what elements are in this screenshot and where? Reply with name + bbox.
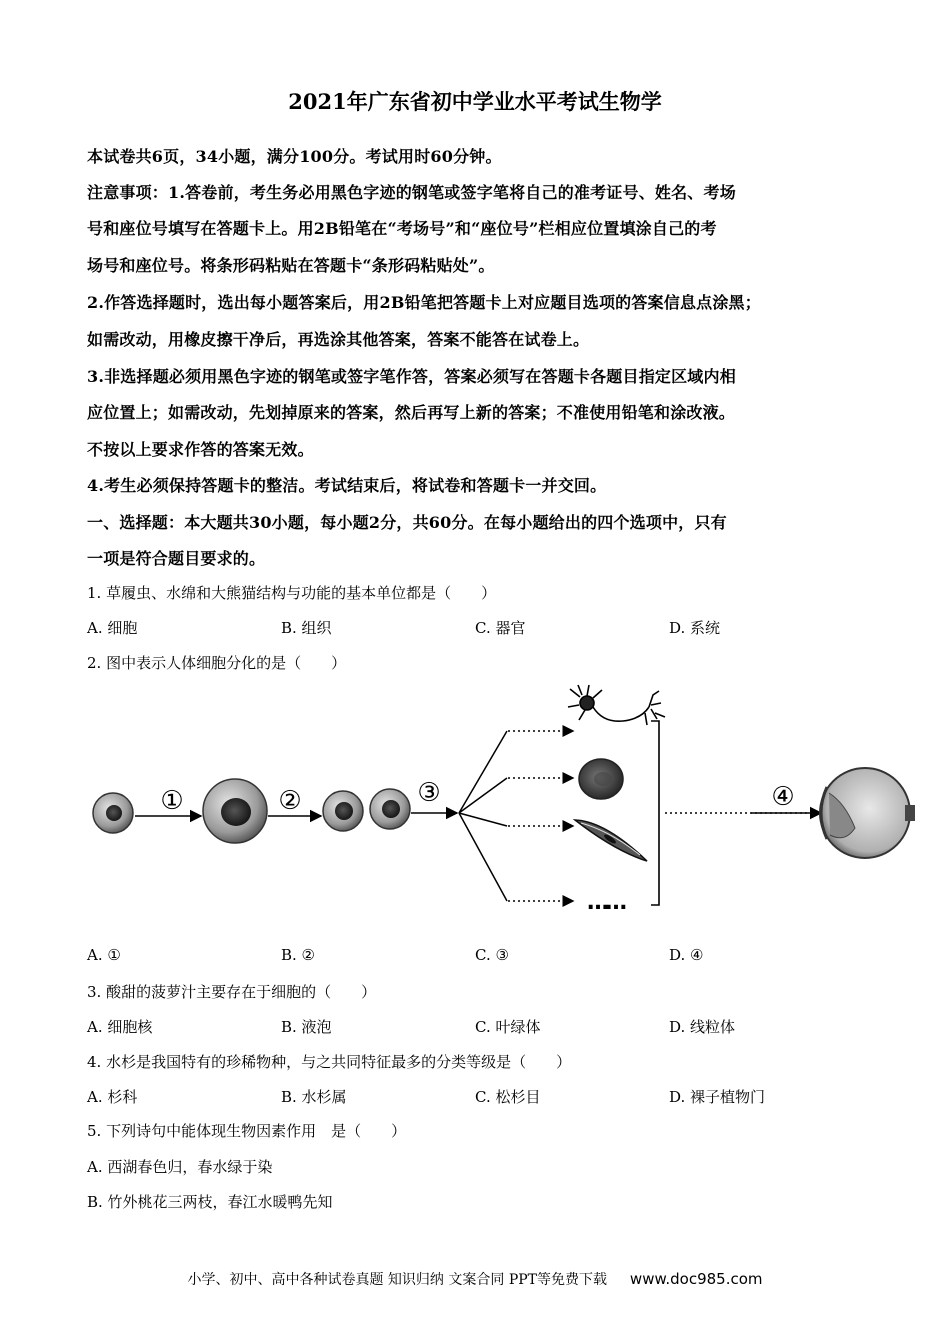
question-stem: 4. 水杉是我国特有的珍稀物种，与之共同特征最多的分类等级是（ ） bbox=[87, 1053, 572, 1071]
option-b: B. 组织 bbox=[281, 619, 332, 637]
option-a: A. ① bbox=[87, 946, 121, 964]
question-stem: 1. 草履虫、水绵和大熊猫结构与功能的基本单位都是（ ） bbox=[87, 584, 497, 602]
option-d: D. 线粒体 bbox=[669, 1018, 736, 1036]
notice-line: 不按以上要求作答的答案无效。 bbox=[87, 440, 314, 459]
notice-line: 号和座位号填写在答题卡上。用2B铅笔在“考场号”和“座位号”栏相应位置填涂自己的考 bbox=[87, 219, 717, 238]
notice-line: 4.考生必须保持答题卡的整洁。考试结束后，将试卷和答题卡一并交回。 bbox=[87, 476, 607, 495]
option-c: C. 叶绿体 bbox=[475, 1018, 541, 1036]
section-heading: 一项是符合题目要求的。 bbox=[87, 549, 266, 568]
branch-lines bbox=[459, 731, 507, 901]
section-heading: 一、选择题：本大题共30小题，每小题2分，共60分。在每小题给出的四个选项中，只有 bbox=[87, 513, 727, 532]
cell-pair bbox=[323, 789, 410, 831]
option-a: A. 西湖春色归，春水绿于染 bbox=[87, 1158, 273, 1176]
more-cell-types: …… bbox=[587, 890, 623, 913]
page-footer bbox=[0, 1269, 950, 1289]
step-label-1: ① bbox=[160, 786, 184, 816]
question-stem: 2. 图中表示人体细胞分化的是（ ） bbox=[87, 654, 347, 672]
option-b: B. ② bbox=[281, 946, 316, 964]
cell-large bbox=[203, 779, 267, 843]
red-blood-cell bbox=[579, 759, 623, 799]
option-c: C. 松杉目 bbox=[475, 1088, 541, 1106]
notice-line: 注意事项：1.答卷前，考生务必用黑色字迹的钢笔或签字笔将自己的准考证号、姓名、考场 bbox=[87, 183, 736, 202]
question-stem: 5. 下列诗句中能体现生物因素作用 是（ ） bbox=[87, 1122, 407, 1140]
notice-line: 3.非选择题必须用黑色字迹的钢笔或签字笔作答，答案必须写在答题卡各题目指定区域内相 bbox=[87, 367, 736, 386]
step-label-2: ② bbox=[278, 786, 302, 816]
option-a: A. 杉科 bbox=[87, 1088, 138, 1106]
option-a: A. 细胞核 bbox=[87, 1018, 153, 1036]
muscle-cell bbox=[575, 820, 647, 861]
option-b: B. 水杉属 bbox=[281, 1088, 347, 1106]
question-stem: 3. 酸甜的菠萝汁主要存在于细胞的（ ） bbox=[87, 983, 377, 1001]
cell-small bbox=[93, 793, 133, 833]
neuron-cell bbox=[568, 685, 665, 725]
footer-url-link[interactable]: www.doc985.com bbox=[629, 1270, 763, 1288]
option-c: C. ③ bbox=[475, 946, 509, 964]
option-d: D. ④ bbox=[669, 946, 704, 964]
footer-text: 小学、初中、高中各种试卷真题 知识归纳 文案合同 PPT等免费下载 bbox=[187, 1272, 608, 1288]
step-label-4: ④ bbox=[771, 782, 795, 812]
option-d: D. 系统 bbox=[669, 619, 721, 637]
notice-line: 应位置上；如需改动，先划掉原来的答案，然后再写上新的答案；不准使用铅笔和涂改液。 bbox=[87, 403, 736, 422]
option-b: B. 竹外桃花三两枝，春江水暖鸭先知 bbox=[87, 1193, 333, 1211]
exam-info: 本试卷共6页，34小题，满分100分。考试用时60分钟。 bbox=[87, 147, 502, 166]
eyeball-organ bbox=[820, 768, 915, 858]
dotted-arrows bbox=[508, 731, 573, 901]
option-c: C. 器官 bbox=[475, 619, 526, 637]
page-title: 2021年广东省初中学业水平考试生物学 bbox=[288, 89, 662, 114]
cell-differentiation-figure bbox=[85, 683, 915, 913]
notice-line: 如需改动，用橡皮擦干净后，再选涂其他答案，答案不能答在试卷上。 bbox=[87, 330, 590, 349]
option-b: B. 液泡 bbox=[281, 1018, 332, 1036]
group-bracket bbox=[651, 721, 659, 905]
option-a: A. 细胞 bbox=[87, 619, 138, 637]
notice-line: 2.作答选择题时，选出每小题答案后，用2B铅笔把答题卡上对应题目选项的答案信息点涂黑； bbox=[87, 293, 761, 312]
option-d: D. 裸子植物门 bbox=[669, 1088, 766, 1106]
notice-line: 场号和座位号。将条形码粘贴在答题卡“条形码粘贴处”。 bbox=[87, 256, 495, 275]
step-label-3: ③ bbox=[417, 778, 441, 808]
